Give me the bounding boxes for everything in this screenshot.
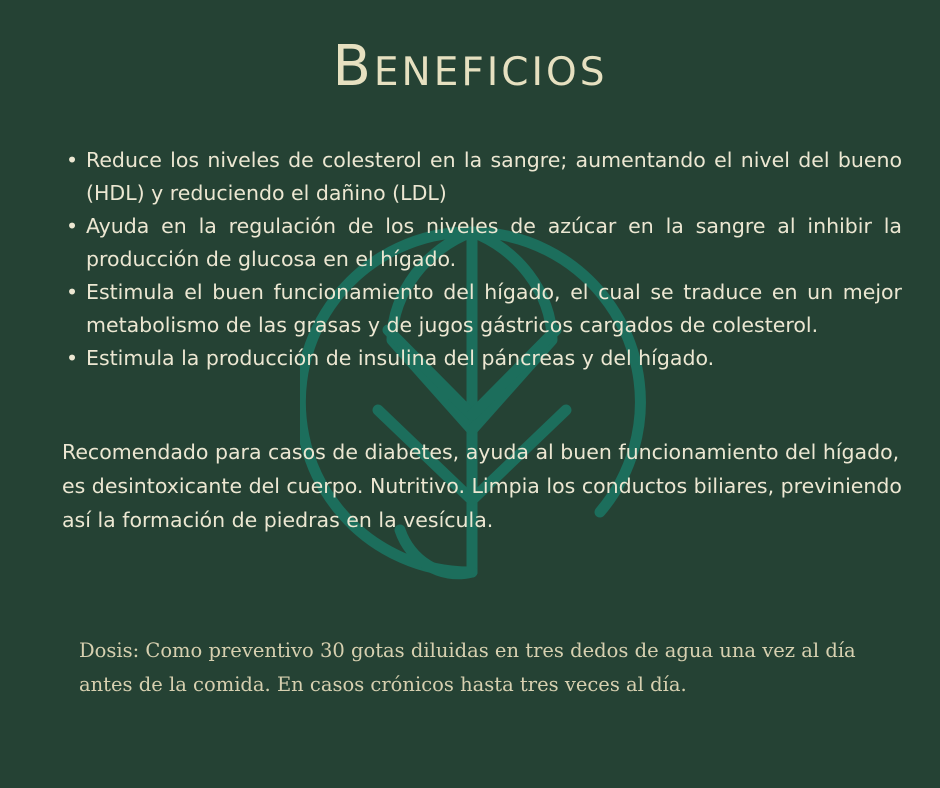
page-title: Beneficios [332, 34, 608, 99]
benefit-text: Estimula el buen funcionamiento del hígado, el cual se traduce en un mejor metabolismo de las grasas y de jugos gástricos cargados de colesterol. [86, 280, 902, 337]
bullet-icon: • [66, 214, 79, 238]
benefit-text: Ayuda en la regulación de los niveles de azúcar en la sangre al inhibir la producción de glucosa en el hígado. [86, 214, 902, 271]
bullet-icon: • [66, 346, 79, 370]
benefit-text: Estimula la producción de insulina del páncreas y del hígado. [86, 346, 715, 370]
list-item [62, 342, 902, 375]
benefits-list [62, 144, 902, 375]
bullet-icon: • [66, 148, 79, 172]
list-item [62, 276, 902, 342]
list-item [62, 210, 902, 276]
list-item [62, 144, 902, 210]
dose-paragraph: Dosis: Como preventivo 30 gotas diluidas en tres dedos de agua una vez al día antes de la comida. En casos crónicos hasta tres veces al día. [79, 639, 856, 696]
bullet-icon: • [66, 280, 79, 304]
recommendation-paragraph: Recomendado para casos de diabetes, ayuda al buen funcionamiento del hígado, es desintoxicante del cuerpo. Nutritivo. Limpia los conductos biliares, previniendo así la formación de piedras en la vesícula. [62, 440, 902, 532]
benefit-text: Reduce los niveles de colesterol en la sangre; aumentando el nivel del bueno (HDL) y reduciendo el dañino (LDL) [86, 148, 902, 205]
